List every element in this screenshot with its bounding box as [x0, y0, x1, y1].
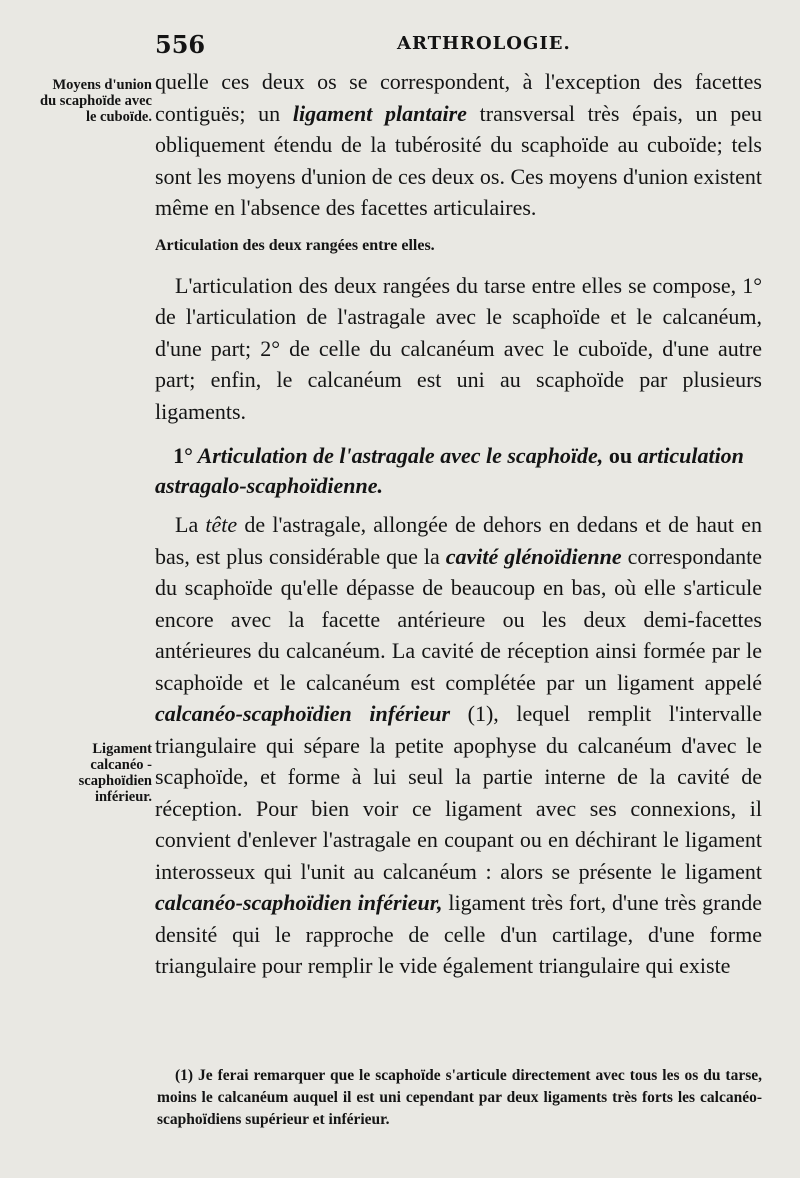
text-run: transversal très épais, un peu obliquement étendu de la tubérosité du scaphoïde au cuboïde; tels sont les moyens d'union de ces deux os. Ces moyens d'union existent même en l'absence des facettes articulaires.: [155, 100, 763, 220]
section-title: Articulation des deux rangées entre elles.: [155, 236, 435, 254]
paragraph: [155, 509, 762, 982]
article-title: [155, 441, 762, 501]
text-run: La: [175, 512, 199, 537]
emphasis: calcanéo-scaphoïdien inférieur: [155, 701, 451, 726]
article-title-ou: ou: [608, 443, 633, 468]
emphasis: cavité glénoïdienne: [445, 543, 622, 569]
paragraph: L'articulation des deux rangées du tarse entre elles se compose, 1° de l'articulation de l'astragale avec le scaphoïde et le calcanéum, d'une part; 2° de celle du calcanéum avec le cuboïde, d'une autre part; enfin, le calcanéum est uni au scaphoïde par plusieurs ligaments.: [155, 272, 762, 424]
emphasis: tête: [205, 512, 238, 537]
article-title-part2: articulation astragalo-scaphoïdienne.: [155, 443, 744, 498]
article-number: 1°: [173, 443, 193, 468]
page-number: 556: [155, 30, 206, 59]
body-text: [155, 66, 762, 982]
text-run: (1), lequel remplit l'intervalle triangulaire qui sépare la petite apophyse du calcanéum d'avec le scaphoïde, et forme à lui seul la partie interne de la cavité de réception. Pour bien voir ce ligament avec ses connexions, il convient d'enlever l'astragale en coupant ou en déchirant le ligament interosseux qui l'unit au calcanéum : alors se présente le ligament: [155, 701, 762, 884]
margin-note: Moyens d'union du scaphoïde avec le cuboïde.: [40, 77, 152, 125]
article-title-part1: Articulation de l'astragale avec le scaphoïde,: [197, 443, 604, 468]
running-title: ARTHROLOGIE.: [397, 33, 571, 54]
emphasis: calcanéo-scaphoïdien inférieur,: [155, 890, 443, 915]
paragraph: [155, 66, 762, 224]
margin-note: Ligament calcanéo - scaphoïdien inférieur.: [78, 741, 152, 805]
emphasis: ligament plantaire: [292, 100, 467, 126]
text-run: quelle ces deux os se correspondent, à l'exception des facettes contiguës; un: [155, 69, 762, 126]
text-run: ligament très fort, d'une très grande densité qui le rapproche de celle d'un cartilage, d'une forme triangulaire pour remplir le vide également triangulaire qui existe: [155, 890, 763, 978]
text-run: de l'astragale, allongée de dehors en dedans et de haut en bas, est plus considérable que la: [155, 512, 762, 569]
text-run: correspondante du scaphoïde qu'elle dépasse de beaucoup en bas, où elle s'articule encore avec la facette antérieure ou les deux demi-facettes antérieures du calcanéum. La cavité de réception ainsi formée par le scaphoïde et le calcanéum est complétée par un ligament appelé: [155, 543, 762, 695]
footnote: (1) Je ferai remarquer que le scaphoïde s'articule directement avec tous les os du tarse, moins le calcanéum auquel il est uni cependant par deux ligaments très forts les calcanéo-scaphoïdiens supérieur et inférieur.: [157, 1067, 762, 1128]
page-header: [155, 30, 750, 59]
